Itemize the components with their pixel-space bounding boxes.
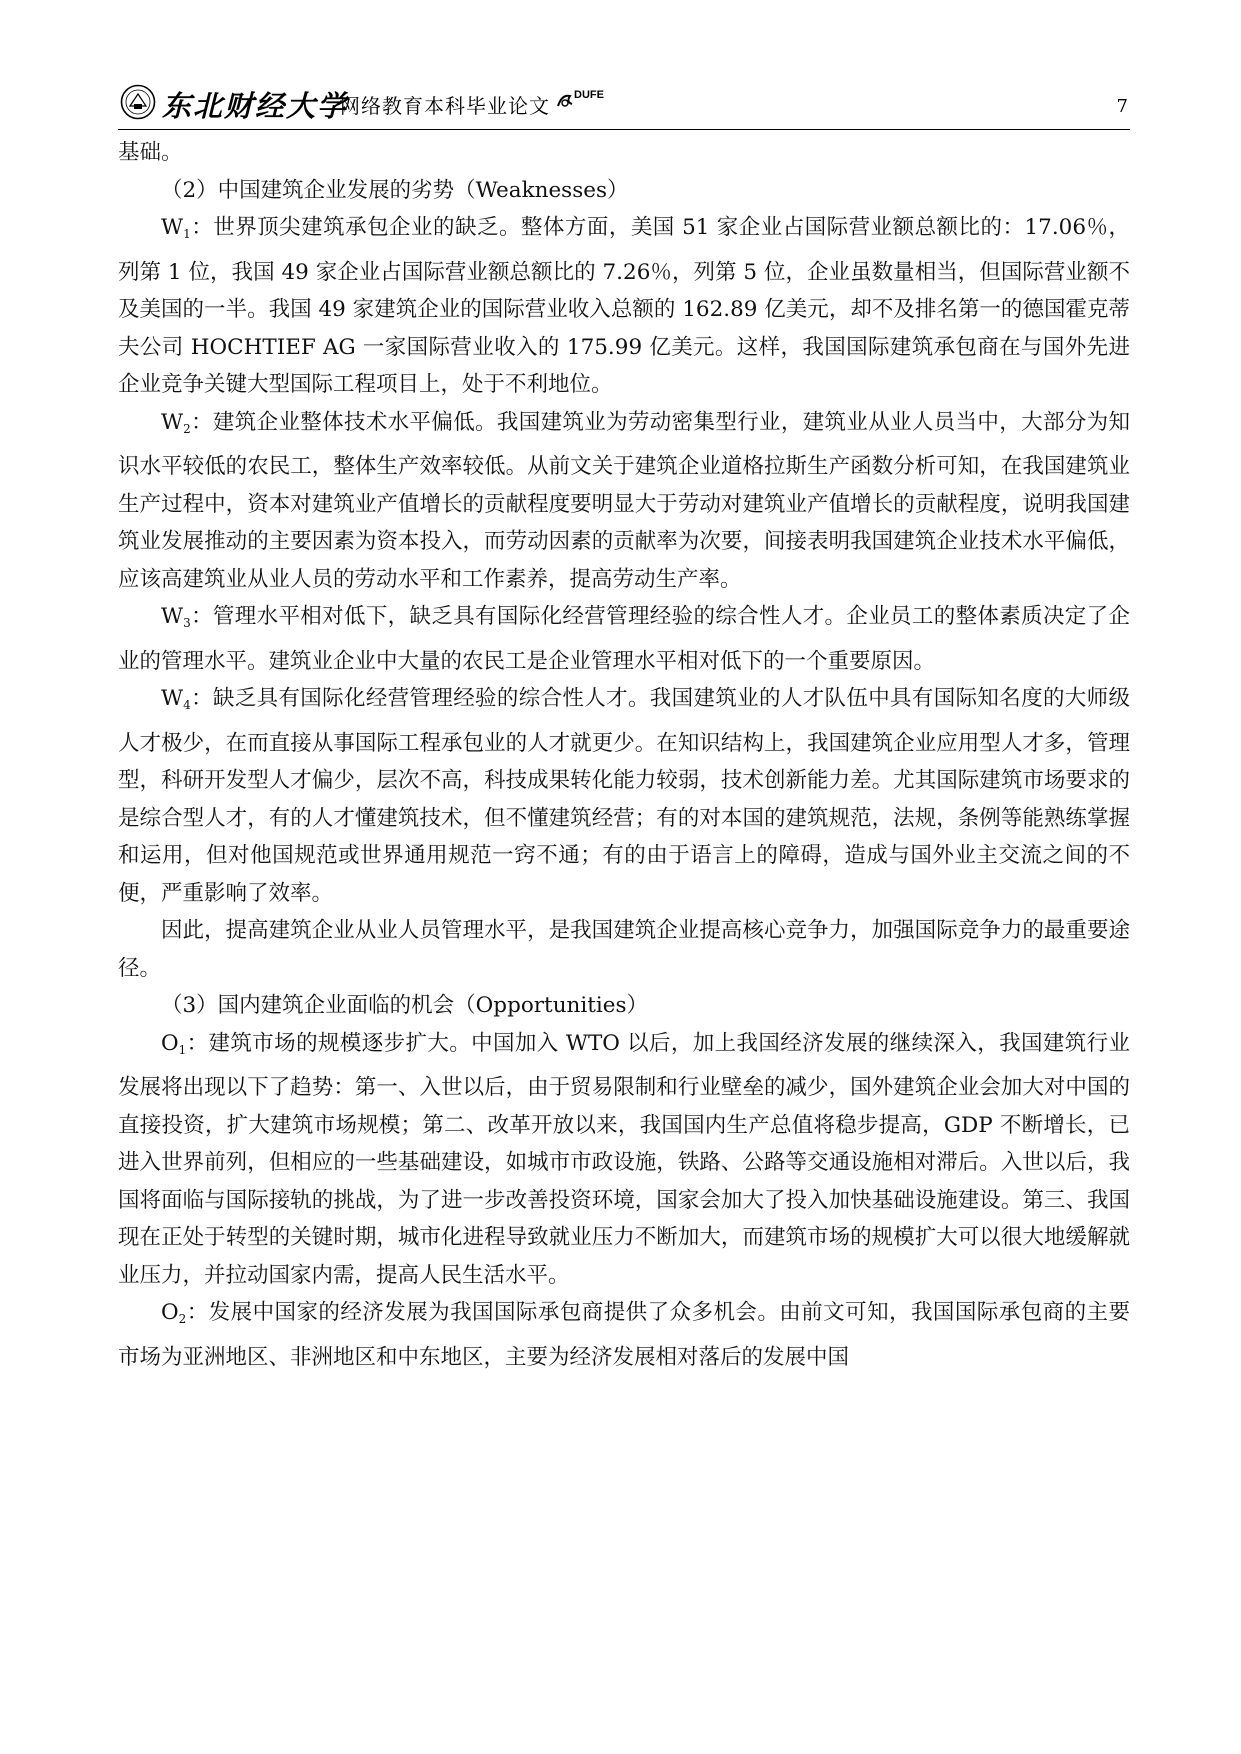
paragraph-foundation: 基础。 [118, 140, 183, 165]
paragraph-text: ：管理水平相对低下，缺乏具有国际化经营管理经验的综合性人才。企业员工的整体素质决定了企业的管理水平。建筑业企业中大量的农民工是企业管理水平相对低下的一个重要原因。 [118, 604, 1130, 674]
paragraph-text: ：发展中国家的经济发展为我国国际承包商提供了众多机会。由前文可知，我国国际承包商的主要市场为亚洲地区、非洲地区和中东地区，主要为经济发展相对落后的发展中国 [118, 1300, 1130, 1370]
page-header [118, 84, 1130, 130]
page-number: 7 [1116, 96, 1128, 117]
label-o: O [161, 1030, 179, 1056]
label-w: W [161, 604, 184, 629]
dufe-logo-text: DUFE [574, 89, 604, 101]
university-name: 东北财经大学 [162, 89, 349, 123]
paragraph-text: ：世界顶尖建筑承包企业的缺乏。整体方面，美国 51 家企业占国际营业额总额比的：17.06％，列第 1 位，我国 49 家企业占国际营业额总额比的 7.26％，列第 5 位，企业虽数量相当，但国际营业额不及美国的一半。我国 49 家建筑企业的国际营业收入总额的 162.89 亿美元，却不及排名第一的德国霍克蒂夫公司 HOCHTIEF AG 一家国际营业收入的 175.99 亿美元。这样，我国国际建筑承包商在与国外先进企业竞争关键大型国际工程项目上，处于不利地位。 [118, 215, 1130, 397]
label-o: O [161, 1300, 179, 1325]
label-w: W [161, 215, 184, 240]
paragraph-text: ：建筑市场的规模逐步扩大。中国加入 WTO 以后，加上我国经济发展的继续深入，我国建筑行业发展将出现以下了趋势：第一、入世以后，由于贸易限制和行业壁垒的减少，国外建筑企业会加大对中国的直接投资，扩大建筑市场规模；第二、改革开放以来，我国国内生产总值将稳步提高，GDP 不断增长，已进入世界前列，但相应的一些基础建设，如城市市政设施，铁路、公路等交通设施相对滞后。入世以后，我国将面临与国际接轨的挑战，为了进一步改善投资环境，国家会加大了投入加快基础设施建设。第三、我国现在正处于转型的关键时期，城市化进程导致就业压力不断加大，而建筑市场的规模扩大可以很大地缓解就业压力，并拉动国家内需，提高人民生活水平。 [118, 1030, 1130, 1288]
paragraph-w4 [118, 680, 1130, 912]
label-subscript: 1 [178, 1042, 187, 1057]
program-title: 网络教育本科毕业论文 [340, 94, 550, 118]
label-subscript: 1 [183, 227, 191, 241]
label-w: W [161, 409, 184, 435]
heading-opportunities: （3）国内建筑企业面临的机会（Opportunities） [161, 993, 649, 1018]
paragraph-o1 [118, 1025, 1130, 1295]
label-subscript: 3 [183, 616, 191, 630]
paragraph-therefore: 因此，提高建筑企业从业人员管理水平，是我国建筑企业提高核心竞争力，加强国际竞争力的最重要途径。 [118, 918, 1130, 981]
label-subscript: 2 [178, 1312, 187, 1326]
label-subscript: 2 [183, 421, 191, 436]
paragraph-text: ：建筑企业整体技术水平偏低。我国建筑业为劳动密集型行业，建筑业从业人员当中，大部分为知识水平较低的农民工，整体生产效率较低。从前文关于建筑企业道格拉斯生产函数分析可知，在我国建筑业生产过程中，资本对建筑业产值增长的贡献程度要明显大于劳动对建筑业产值增长的贡献程度，说明我国建筑业发展推动的主要因素为资本投入，而劳动因素的贡献率为次要，间接表明我国建筑企业技术水平偏低，应该高建筑业从业人员的劳动水平和工作素养，提高劳动生产率。 [118, 409, 1130, 592]
paragraph-o2 [118, 1294, 1130, 1376]
body-text [118, 134, 1130, 1376]
paragraph-w1 [118, 209, 1130, 404]
header-rule [118, 129, 1130, 130]
label-w: W [161, 686, 184, 711]
heading-weaknesses: （2）中国建筑企业发展的劣势（Weaknesses） [161, 177, 629, 203]
paragraph-w3 [118, 598, 1130, 680]
dufe-logo-icon [556, 84, 616, 112]
university-seal-icon [120, 84, 156, 120]
paragraph-w2 [118, 404, 1130, 599]
paragraph-text: ：缺乏具有国际化经营管理经验的综合性人才。我国建筑业的人才队伍中具有国际知名度的大师级人才极少，在而直接从事国际工程承包业的人才就更少。在知识结构上，我国建筑企业应用型人才多，管理型，科研开发型人才偏少，层次不高，科技成果转化能力较弱，技术创新能力差。尤其国际建筑市场要求的是综合型人才，有的人才懂建筑技术，但不懂建筑经营；有的对本国的建筑规范，法规，条例等能熟练掌握和运用，但对他国规范或世界通用规范一窍不通；有的由于语言上的障碍，造成与国外业主交流之间的不便，严重影响了效率。 [118, 686, 1130, 906]
label-subscript: 4 [183, 698, 191, 712]
